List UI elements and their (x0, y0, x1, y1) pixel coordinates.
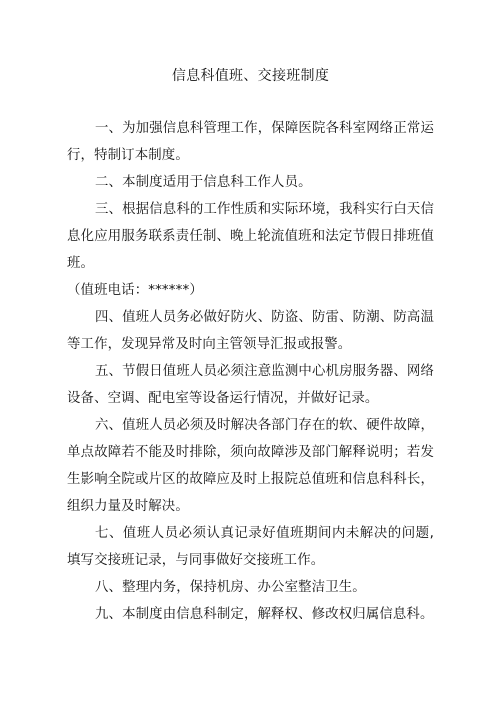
document-title: 信息科值班、交接班制度 (171, 68, 330, 84)
paragraph-4: 四、值班人员务必做好防火、防盗、防雷、防潮、防高温等工作，发现异常及时向主管领导汇报或报警。 (67, 310, 434, 352)
paragraph-8: 八、整理内务，保持机房、办公室整洁卫生。 (95, 580, 366, 595)
paragraph-9: 九、本制度由信息科制定，解释权、修改权归属信息科。 (95, 607, 434, 622)
paragraph-7: 七、值班人员必须认真记录好值班期间内未解决的问题,填写交接班记录，与同事做好交接班工作。 (67, 526, 434, 568)
paragraph-2: 二、本制度适用于信息科工作人员。 (95, 175, 312, 190)
paragraph-1: 一、为加强信息科管理工作，保障医院各科室网络正常运行，特制订本制度。 (67, 121, 434, 163)
paragraph-5: 五、节假日值班人员必须注意监测中心机房服务器、网络设备、空调、配电室等设备运行情况，并做好记录。 (67, 364, 434, 406)
paragraph-6: 六、值班人员必须及时解决各部门存在的软、硬件故障，单点故障若不能及时排除，须向故障涉及部门解释说明；若发生影响全院或片区的故障应及时上报院总值班和信息科科长，组织力量及时解决。 (67, 418, 434, 514)
duty-phone-line: （值班电话：******） (67, 283, 203, 298)
paragraph-3: 三、根据信息科的工作性质和实际环境，我科实行白天信息化应用服务联系责任制、晚上轮流值班和法定节假日排班值班。 (67, 202, 434, 271)
